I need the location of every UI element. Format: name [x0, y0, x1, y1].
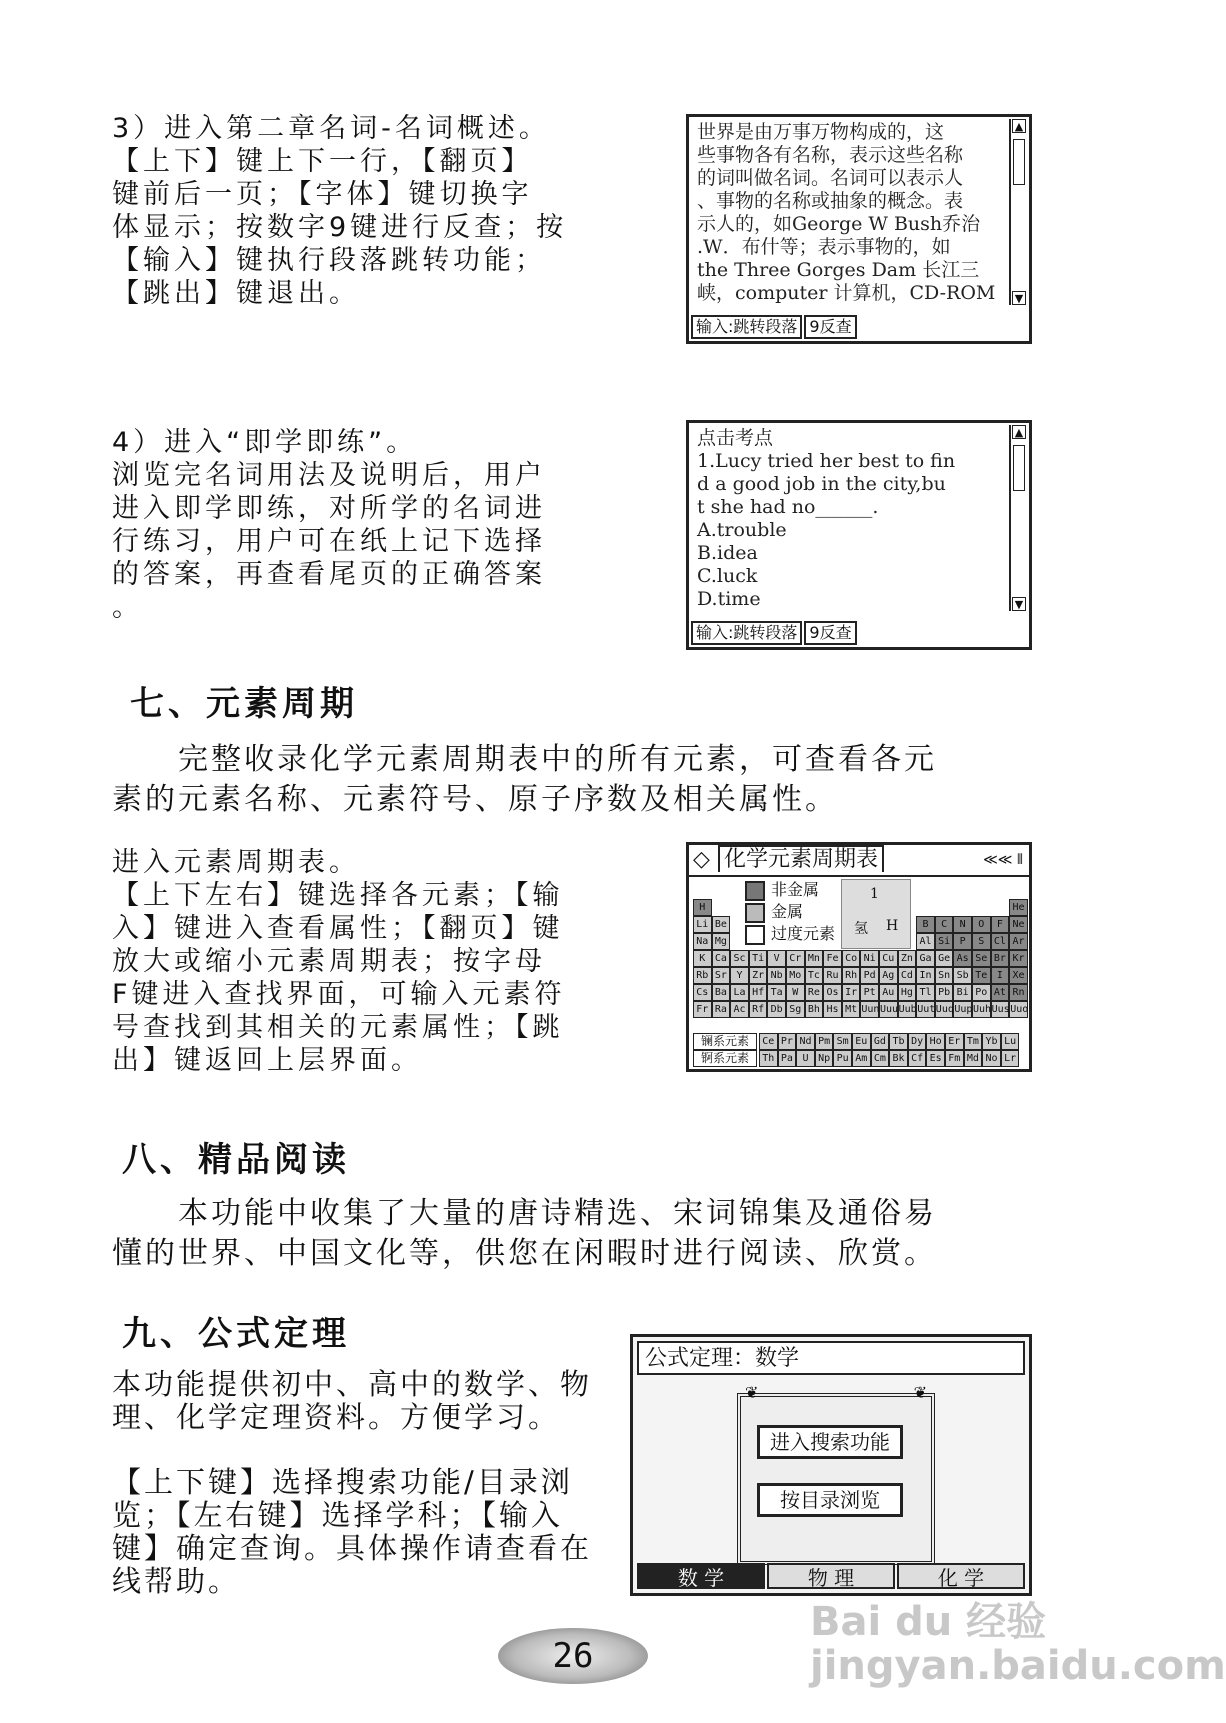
scroll-ornament-icon: ❦	[745, 1383, 759, 1402]
element-cell-li[interactable]: Li	[693, 916, 712, 933]
noun-overview-screen	[686, 114, 1032, 344]
lanthanide-label[interactable]: 镧系元素	[693, 1033, 757, 1050]
element-cell-ir[interactable]: Ir	[842, 984, 861, 1001]
selected-symbol: H	[886, 918, 899, 934]
element-cell-k[interactable]: K	[693, 950, 712, 967]
element-cell-br[interactable]: Br	[991, 950, 1010, 967]
scroll-thumb[interactable]	[1013, 139, 1025, 185]
lanthanide-cell-lu[interactable]: Lu	[1001, 1033, 1020, 1050]
actinide-cell-th[interactable]: Th	[759, 1050, 778, 1067]
lanthanide-cell-ce[interactable]: Ce	[759, 1033, 778, 1050]
browse-catalog-button[interactable]: 按目录浏览	[757, 1483, 903, 1517]
element-cell-uub[interactable]: Uub	[898, 1001, 917, 1018]
actinide-cell-np[interactable]: Np	[815, 1050, 834, 1067]
legend-metal: 金属	[771, 902, 804, 921]
lanthanide-cell-eu[interactable]: Eu	[852, 1033, 871, 1050]
element-cell-co[interactable]: Co	[842, 950, 861, 967]
lanthanide-cell-tm[interactable]: Tm	[964, 1033, 983, 1050]
element-cell-xe[interactable]: Xe	[1009, 967, 1028, 984]
element-cell-mn[interactable]: Mn	[805, 950, 824, 967]
element-cell-hf[interactable]: Hf	[749, 984, 768, 1001]
element-cell-rh[interactable]: Rh	[842, 967, 861, 984]
element-cell-p[interactable]: P	[953, 933, 972, 950]
lanthanide-cell-ho[interactable]: Ho	[926, 1033, 945, 1050]
element-cell-cd[interactable]: Cd	[898, 967, 917, 984]
actinide-cell-pu[interactable]: Pu	[833, 1050, 852, 1067]
element-cell-se[interactable]: Se	[972, 950, 991, 967]
element-cell-f[interactable]: F	[991, 916, 1010, 933]
lanthanide-cell-sm[interactable]: Sm	[833, 1033, 852, 1050]
baidu-watermark: Bai du 经验 jingyan.baidu.com	[810, 1599, 1226, 1689]
status-jump: 输入:跳转段落	[691, 315, 802, 339]
legend-nonmetal: 非金属	[771, 880, 820, 899]
actinide-label[interactable]: 锕系元素	[693, 1050, 757, 1067]
lanthanide-cell-nd[interactable]: Nd	[796, 1033, 815, 1050]
periodic-table-titlebar	[689, 845, 1029, 877]
section7-text: 进入元素周期表。 【上下左右】键选择各元素；【输 入】键进入查看属性；【翻页】键 放大或缩小元素周期表；按字母 F键进入查找界面，可输入元素符 号查找到其相关的元素属性；【跳 出】键返回上层界面。	[112, 847, 566, 1076]
element-cell-y[interactable]: Y	[730, 967, 749, 984]
actinide-cell-lr[interactable]: Lr	[1001, 1050, 1020, 1067]
element-cell-ga[interactable]: Ga	[916, 950, 935, 967]
element-cell-fr[interactable]: Fr	[693, 1001, 712, 1018]
scroll-up-icon[interactable]: ▲	[1012, 425, 1026, 439]
scrollbar[interactable]	[1009, 119, 1027, 305]
page-number-badge	[498, 1628, 648, 1684]
element-cell-ne[interactable]: Ne	[1009, 916, 1028, 933]
element-cell-uuu[interactable]: Uuu	[879, 1001, 898, 1018]
element-cell-ra[interactable]: Ra	[712, 1001, 731, 1018]
element-cell-ru[interactable]: Ru	[823, 967, 842, 984]
actinide-cell-no[interactable]: No	[982, 1050, 1001, 1067]
element-cell-as[interactable]: As	[953, 950, 972, 967]
element-cell-rb[interactable]: Rb	[693, 967, 712, 984]
element-cell-c[interactable]: C	[935, 916, 954, 933]
element-cell-mt[interactable]: Mt	[842, 1001, 861, 1018]
element-cell-ca[interactable]: Ca	[712, 950, 731, 967]
element-cell-cl[interactable]: Cl	[991, 933, 1010, 950]
element-cell-tc[interactable]: Tc	[805, 967, 824, 984]
element-cell-cu[interactable]: Cu	[879, 950, 898, 967]
pt-legend	[745, 879, 835, 945]
element-cell-au[interactable]: Au	[879, 984, 898, 1001]
actinide-cell-es[interactable]: Es	[926, 1050, 945, 1067]
lanthanide-cell-er[interactable]: Er	[945, 1033, 964, 1050]
element-cell-sn[interactable]: Sn	[935, 967, 954, 984]
lanthanide-cell-dy[interactable]: Dy	[908, 1033, 927, 1050]
lanthanide-cell-pm[interactable]: Pm	[815, 1033, 834, 1050]
element-cell-rf[interactable]: Rf	[749, 1001, 768, 1018]
element-cell-w[interactable]: W	[786, 984, 805, 1001]
transition-swatch	[745, 925, 765, 945]
element-cell-mg[interactable]: Mg	[712, 933, 731, 950]
element-cell-he[interactable]: He	[1009, 899, 1028, 916]
element-cell-i[interactable]: I	[991, 967, 1010, 984]
section7-intro: 完整收录化学元素周期表中的所有元素，可查看各元 素的元素名称、元素符号、原子序数及相关属性。	[112, 742, 937, 817]
element-cell-zn[interactable]: Zn	[898, 950, 917, 967]
element-cell-b[interactable]: B	[916, 916, 935, 933]
actinide-cell-cm[interactable]: Cm	[871, 1050, 890, 1067]
element-cell-bi[interactable]: Bi	[953, 984, 972, 1001]
element-cell-rn[interactable]: Rn	[1009, 984, 1028, 1001]
lanthanide-cell-gd[interactable]: Gd	[871, 1033, 890, 1050]
element-cell-ge[interactable]: Ge	[935, 950, 954, 967]
element-cell-ar[interactable]: Ar	[1009, 933, 1028, 950]
element-cell-uup[interactable]: Uup	[953, 1001, 972, 1018]
menu-arrows-icon[interactable]: ≪≪ ⦀	[983, 852, 1023, 868]
scroll-down-icon[interactable]: ▼	[1012, 597, 1026, 611]
status-lookup: 9反查	[804, 315, 856, 339]
formula-screen	[630, 1334, 1032, 1596]
element-cell-uun[interactable]: Uun	[860, 1001, 879, 1018]
scroll-up-icon[interactable]: ▲	[1012, 119, 1026, 133]
metal-swatch	[745, 903, 765, 923]
element-cell-tl[interactable]: Tl	[916, 984, 935, 1001]
actinide-cell-bk[interactable]: Bk	[889, 1050, 908, 1067]
element-cell-db[interactable]: Db	[767, 1001, 786, 1018]
element-cell-o[interactable]: O	[972, 916, 991, 933]
element-cell-sb[interactable]: Sb	[953, 967, 972, 984]
section9-heading: 九、公式定理	[122, 1314, 350, 1354]
element-cell-cr[interactable]: Cr	[786, 950, 805, 967]
noun-overview-content: 世界是由万事万物构成的，这 些事物各有名称，表示这些名称 的词叫做名词。名词可以表示人 、事物的名称或抽象的概念。表 示人的，如George W Bush乔治 .W．布什等；表示事物的，如 the Three Gorges Dam 长江三 峡，computer 计算机，CD-ROM	[697, 121, 996, 304]
element-cell-sr[interactable]: Sr	[712, 967, 731, 984]
element-cell-h[interactable]: H	[693, 899, 712, 916]
element-cell-os[interactable]: Os	[823, 984, 842, 1001]
element-cell-sg[interactable]: Sg	[786, 1001, 805, 1018]
element-cell-ag[interactable]: Ag	[879, 967, 898, 984]
element-cell-hg[interactable]: Hg	[898, 984, 917, 1001]
element-cell-in[interactable]: In	[916, 967, 935, 984]
element-cell-zr[interactable]: Zr	[749, 967, 768, 984]
selected-name: 氢	[854, 921, 868, 937]
diamond-icon: ◇	[693, 847, 710, 872]
element-cell-pt[interactable]: Pt	[860, 984, 879, 1001]
section9-text1: 本功能提供初中、高中的数学、物 理、化学定理资料。方便学习。	[112, 1367, 593, 1434]
status-lookup: 9反查	[804, 621, 856, 645]
element-cell-uuo[interactable]: Uuo	[1009, 1001, 1028, 1018]
practice-content: 点击考点 1.Lucy tried her best to fin d a good job in the city,bu t she had no______. A.trouble B.idea C.luck D.time	[697, 427, 956, 610]
element-cell-al[interactable]: Al	[916, 933, 935, 950]
actinide-cell-am[interactable]: Am	[852, 1050, 871, 1067]
lanthanide-cell-tb[interactable]: Tb	[889, 1033, 908, 1050]
actinide-cell-pa[interactable]: Pa	[778, 1050, 797, 1067]
scroll-thumb[interactable]	[1013, 445, 1025, 491]
search-function-button[interactable]: 进入搜索功能	[757, 1425, 903, 1459]
element-cell-fe[interactable]: Fe	[823, 950, 842, 967]
section9-text2: 【上下键】选择搜索功能/目录浏 览；【左右键】选择学科；【输入 键】确定查询。具体操作请查看在 线帮助。	[112, 1465, 593, 1598]
element-cell-n[interactable]: N	[953, 916, 972, 933]
tab-math[interactable]: 数 学	[637, 1563, 765, 1589]
element-cell-re[interactable]: Re	[805, 984, 824, 1001]
status-bar	[691, 621, 859, 645]
element-cell-v[interactable]: V	[767, 950, 786, 967]
element-cell-ta[interactable]: Ta	[767, 984, 786, 1001]
section8-text: 本功能中收集了大量的唐诗精选、宋词锦集及通俗易 懂的世界、中国文化等，供您在闲暇时进行阅读、欣赏。	[112, 1196, 937, 1271]
section8-heading: 八、精品阅读	[122, 1140, 350, 1180]
element-cell-s[interactable]: S	[972, 933, 991, 950]
element-cell-uut[interactable]: Uut	[916, 1001, 935, 1018]
element-cell-nb[interactable]: Nb	[767, 967, 786, 984]
legend-transition: 过度元素	[771, 924, 836, 943]
section7-heading: 七、元素周期	[130, 684, 358, 724]
element-cell-ac[interactable]: Ac	[730, 1001, 749, 1018]
actinide-cell-cf[interactable]: Cf	[908, 1050, 927, 1067]
actinide-cell-fm[interactable]: Fm	[945, 1050, 964, 1067]
element-cell-uus[interactable]: Uus	[991, 1001, 1010, 1018]
element-cell-uuq[interactable]: Uuq	[935, 1001, 954, 1018]
periodic-table-screen	[686, 842, 1032, 1072]
selected-element-box	[841, 879, 911, 949]
practice-screen	[686, 420, 1032, 650]
selected-number: 1	[870, 886, 879, 902]
element-cell-hs[interactable]: Hs	[823, 1001, 842, 1018]
formula-menu-frame	[737, 1383, 935, 1565]
tab-physics[interactable]: 物 理	[767, 1563, 895, 1589]
element-cell-kr[interactable]: Kr	[1009, 950, 1028, 967]
section4-text: 4）进入“即学即练”。 浏览完名词用法及说明后，用户 进入即学即练，对所学的名词进 行练习，用户可在纸上记下选择 的答案，再查看尾页的正确答案 。	[112, 427, 546, 623]
element-cell-na[interactable]: Na	[693, 933, 712, 950]
lanthanide-cell-pr[interactable]: Pr	[778, 1033, 797, 1050]
scroll-ornament-icon: ❦	[913, 1383, 927, 1402]
element-cell-si[interactable]: Si	[935, 933, 954, 950]
element-cell-la[interactable]: La	[730, 984, 749, 1001]
actinide-cell-u[interactable]: U	[796, 1050, 815, 1067]
section3-text: 3）进入第二章名词-名词概述。 【上下】键上下一行，【翻页】 键前后一页；【字体】键切换字 体显示；按数字9键进行反查；按 【输入】键执行段落跳转功能； 【跳出】键退出。	[112, 113, 568, 309]
element-cell-te[interactable]: Te	[972, 967, 991, 984]
nonmetal-swatch	[745, 881, 765, 901]
status-bar	[691, 315, 859, 339]
scrollbar[interactable]	[1009, 425, 1027, 611]
element-cell-be[interactable]: Be	[712, 916, 731, 933]
scroll-down-icon[interactable]: ▼	[1012, 291, 1026, 305]
element-cell-ba[interactable]: Ba	[712, 984, 731, 1001]
element-cell-ni[interactable]: Ni	[860, 950, 879, 967]
actinide-cell-md[interactable]: Md	[964, 1050, 983, 1067]
tab-chemistry[interactable]: 化 学	[897, 1563, 1025, 1589]
element-cell-ti[interactable]: Ti	[749, 950, 768, 967]
element-cell-po[interactable]: Po	[972, 984, 991, 1001]
lanthanide-cell-yb[interactable]: Yb	[982, 1033, 1001, 1050]
element-cell-sc[interactable]: Sc	[730, 950, 749, 967]
element-cell-pd[interactable]: Pd	[860, 967, 879, 984]
element-cell-pb[interactable]: Pb	[935, 984, 954, 1001]
formula-title: 公式定理：数学	[637, 1341, 1025, 1375]
element-cell-uuh[interactable]: Uuh	[972, 1001, 991, 1018]
status-jump: 输入:跳转段落	[691, 621, 802, 645]
element-cell-cs[interactable]: Cs	[693, 984, 712, 1001]
element-cell-mo[interactable]: Mo	[786, 967, 805, 984]
page-number: 26	[552, 1636, 594, 1676]
element-cell-at[interactable]: At	[991, 984, 1010, 1001]
periodic-table-title: 化学元素周期表	[718, 845, 884, 872]
element-cell-bh[interactable]: Bh	[805, 1001, 824, 1018]
